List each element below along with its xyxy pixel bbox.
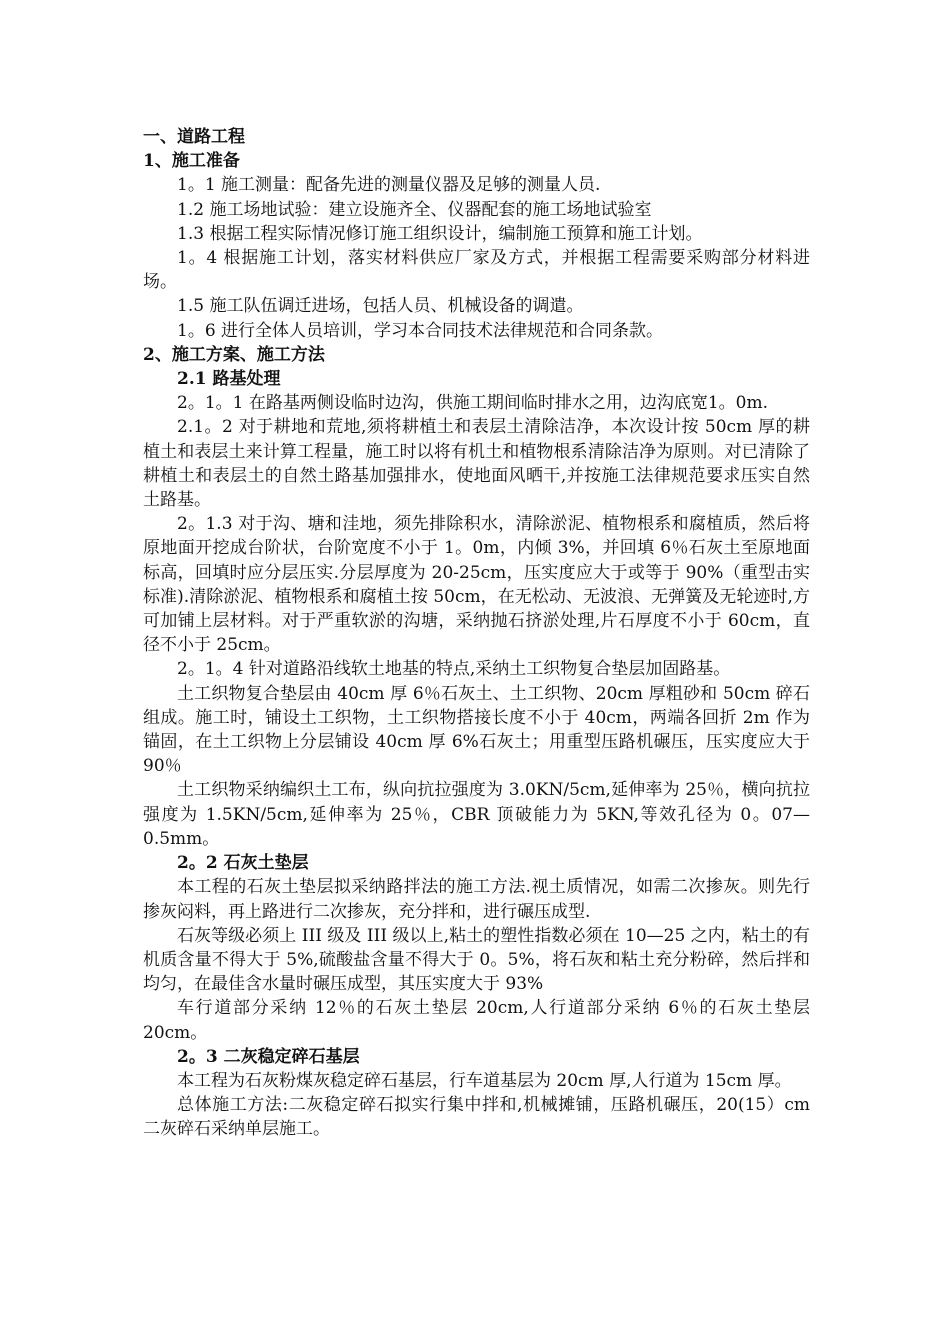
paragraph: 土工织物复合垫层由 40cm 厚 6％石灰土、土工织物、20cm 厚粗砂和 50cm 碎石组成。施工时，铺设土工织物，土工织物搭接长度不小于 40cm，两端各回折 2m 作为锚固，在土工织物上分层铺设 40cm 厚 6%石灰土；用重型压路机碾压，压实度应大于 90％ <box>143 683 810 777</box>
paragraph: 1。6 进行全体人员培训，学习本合同技术法律规范和合同条款。 <box>177 320 664 341</box>
paragraph: 2。1。4 针对道路沿线软土地基的特点,采纳土工织物复合垫层加固路基。 <box>177 659 731 680</box>
paragraph: 1.3 根据工程实际情况修订施工组织设计，编制施工预算和施工计划。 <box>177 223 703 244</box>
paragraph: 2。1.3 对于沟、塘和洼地，须先排除积水，清除淤泥、植物根系和腐植质，然后将原地面开挖成台阶状，台阶宽度不小于 1。0m，内倾 3%，并回填 6％石灰土至原地面标高，回填时应分层压实.分层厚度为 20-25cm，压实度应大于或等于 90%（重型击实标准).清除淤泥、植物根系和腐植土按 50cm，在无松动、无波浪、无弹簧及无轮迹时,方可加铺上层材料。对于严重软淤的沟塘，采纳抛石挤淤处理,片石厚度不小于 60cm，直径不小于 25cm。 <box>143 514 810 656</box>
item-heading: 2。3 二灰稳定碎石基层 <box>177 1046 360 1067</box>
paragraph: 1.2 施工场地试验：建立设施齐全、仪器配套的施工场地试验室 <box>177 199 652 220</box>
section-heading: 一、道路工程 <box>143 127 245 147</box>
paragraph: 车行道部分采纳 12％的石灰土垫层 20cm,人行道部分采纳 6％的石灰土垫层 20cm。 <box>143 998 810 1043</box>
paragraph: 本工程为石灰粉煤灰稳定碎石基层，行车道基层为 20cm 厚,人行道为 15cm 厚。 <box>177 1070 792 1091</box>
item-heading: 2.1 路基处理 <box>177 369 281 390</box>
paragraph: 总体施工方法:二灰稳定碎石拟实行集中拌和,机械摊铺，压路机碾压，20(15）cm 二灰碎石采纳单层施工。 <box>143 1095 810 1140</box>
paragraph: 本工程的石灰土垫层拟采纳路拌法的施工方法.视土质情况，如需二次掺灰。则先行掺灰闷料，再上路进行二次掺灰，充分拌和，进行碾压成型. <box>143 877 810 922</box>
subsection-heading: 2、施工方案、施工方法 <box>143 344 325 365</box>
paragraph: 2.1。2 对于耕地和荒地,须将耕植土和表层土清除洁净，本次设计按 50cm 厚的耕植土和表层土来计算工程量，施工时以将有机土和植物根系清除洁净为原则。对已清除了耕植土和表层土的自然土路基加强排水，使地面风晒干,并按施工法律规范要求压实自然土路基。 <box>143 417 810 511</box>
document-page <box>143 125 810 1142</box>
paragraph: 1。4 根据施工计划，落实材料供应厂家及方式，并根据工程需要采购部分材料进场。 <box>143 248 810 293</box>
paragraph: 2。1。1 在路基两侧设临时边沟，供施工期间临时排水之用，边沟底宽1。0m. <box>177 393 769 414</box>
paragraph: 土工织物采纳编织土工布，纵向抗拉强度为 3.0KN/5cm,延伸率为 25％，横向抗拉强度为 1.5KN/5cm,延伸率为 25％，CBR 顶破能力为 5KN,等效孔径为 0。07—0.5mm。 <box>143 780 810 849</box>
paragraph: 1.5 施工队伍调迁进场，包括人员、机械设备的调遣。 <box>177 296 584 317</box>
paragraph: 1。1 施工测量：配备先进的测量仪器及足够的测量人员. <box>177 175 601 196</box>
item-heading: 2。2 石灰土垫层 <box>177 853 309 874</box>
paragraph: 石灰等级必须上 III 级及 III 级以上,粘土的塑性指数必须在 10—25 之内，粘土的有机质含量不得大于 5%,硫酸盐含量不得大于 0。5%，将石灰和粘土充分粉碎，然后拌和均匀，在最佳含水量时碾压成型，其压实度大于 93% <box>143 925 810 995</box>
subsection-heading: 1、施工准备 <box>143 151 240 172</box>
